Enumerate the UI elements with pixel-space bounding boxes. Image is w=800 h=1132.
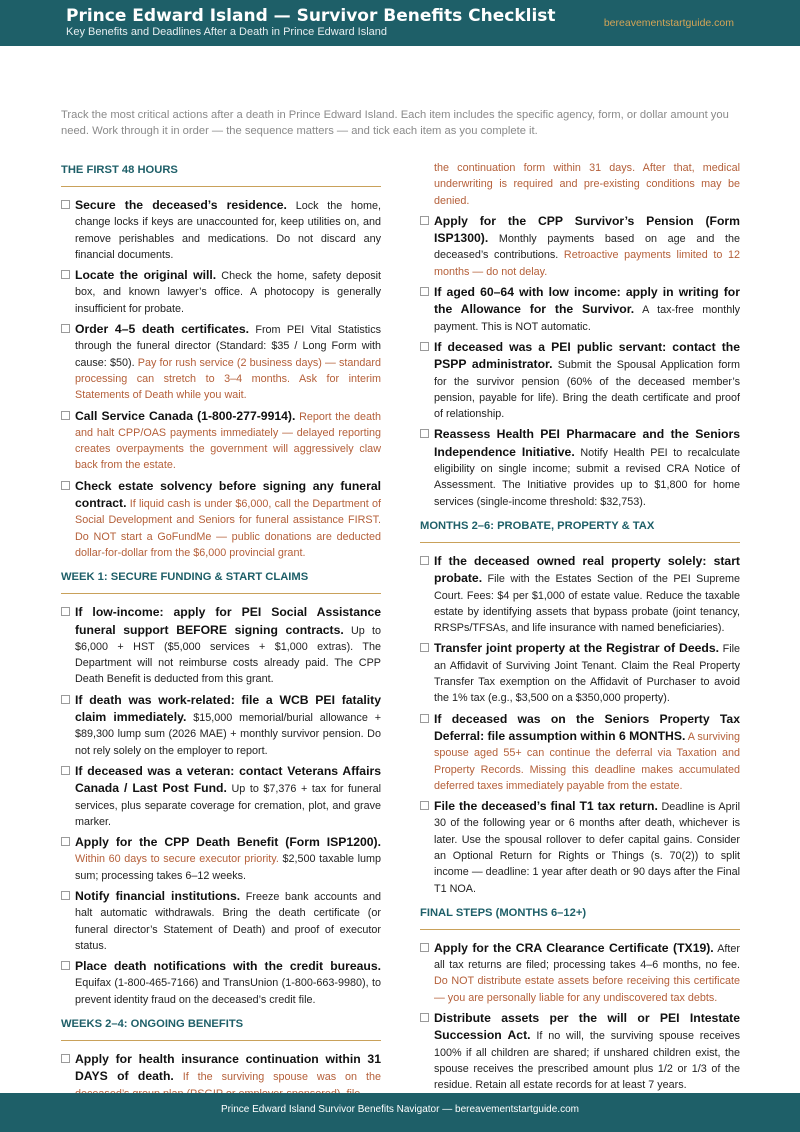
item-heading: Transfer joint property at the Registrar of Deeds. <box>434 641 720 656</box>
checklist-item <box>61 888 381 954</box>
item-heading: If low-income: apply for PEI Social Assistance funeral support BEFORE signing contracts. <box>75 605 381 637</box>
checkbox[interactable] <box>61 411 70 420</box>
item-heading: If death was work-related: file a WCB PEI fatality claim immediately. <box>75 692 381 725</box>
checkbox[interactable] <box>61 324 70 333</box>
item-warning: Pay for rush service (2 business days) — standard processing can stretch to 3–4 months. Ask for interim Statements of Death while you wait. <box>75 356 382 402</box>
checkbox[interactable] <box>420 714 429 723</box>
section-title: WEEK 1: SECURE FUNDING & START CLAIMS <box>61 571 381 594</box>
checklist-item <box>61 692 381 759</box>
checklist-item <box>61 321 381 403</box>
item-body: Up to $6,000 + HST ($5,000 services + $1,000 extras). The Department will not reimburse costs already paid. The CPP Death Benefit is deducted from this grant. <box>75 624 382 686</box>
page-footer <box>0 1093 800 1132</box>
section-title: MONTHS 2–6: PROBATE, PROPERTY & TAX <box>420 520 740 543</box>
item-warning: If liquid cash is under $6,000, call the Department of Social Development and Seniors for funeral assistance FIRST. Do NOT start a GoFundMe — public donations are deducted dollar-for-dollar from the $6,000 provincial grant. <box>75 498 381 559</box>
checkbox[interactable] <box>420 287 429 296</box>
checkbox[interactable] <box>420 1013 429 1022</box>
item-body: Lock the home, change locks if keys are unaccounted for, keep utilities on, and remove perishables and medications. Do not discard any financial documents. <box>75 200 382 261</box>
checkbox[interactable] <box>420 801 429 810</box>
item-heading: Order 4–5 death certificates. <box>75 322 249 337</box>
checkbox[interactable] <box>61 695 70 704</box>
item-body: From PEI Vital Statistics through the funeral director (Standard: $35 / Long Form with cause: $50). <box>75 324 381 369</box>
item-heading: Apply for the CPP Survivor’s Pension (Form ISP1300). <box>434 213 740 246</box>
item-body: Monthly payments based on age and the deceased’s contributions. <box>434 233 741 262</box>
item-body: $15,000 memorial/burial allowance + $89,300 lump sum (2026 MAE) + monthly survivor pension. Do not rely solely on the employer to report. <box>75 712 382 757</box>
checklist-item <box>420 798 740 897</box>
item-heading: Apply for the CRA Clearance Certificate (TX19). <box>434 940 714 955</box>
checklist-item <box>420 711 740 794</box>
checkbox[interactable] <box>61 200 70 209</box>
checklist-item <box>420 940 740 1006</box>
item-body: Submit the Spousal Application form for the survivor pension (60% of the deceased member’s pension, payable for life). Bring the death certificate and proof of relationship. <box>434 359 741 421</box>
item-heading: File the deceased’s final T1 tax return. <box>434 799 658 814</box>
item-body: Deadline is April 30 of the following year or 6 months after death, whichever is later. Use the spousal rollover to defer capital gains. Consider an Optional Return for Rights or Things (s. 70(2)) to split income — deadline: 1 year after death or 90 days after the Final T1 NOA. <box>434 801 741 895</box>
continued-text: the continuation form within 31 days. After that, medical underwriting is required and pre-existing conditions may be denied. <box>434 162 740 207</box>
item-heading: Reassess Health PEI Pharmacare and the Seniors Independence Initiative. <box>434 427 740 459</box>
item-body: If no will, the surviving spouse receives 100% if all children are shared; if unshared children exist, the spouse receives the prescribed amount plus 1/2 or 1/3 of the residue. Retain all estate records for at least 7 years. <box>434 1030 740 1092</box>
item-body: Up to $7,376 + tax for funeral services, plus separate coverage for cremation, plot, and grave marker. <box>75 783 382 828</box>
checklist-item <box>420 553 740 636</box>
checklist-item <box>61 834 381 884</box>
item-heading: Secure the deceased’s residence. <box>75 198 287 212</box>
item-warning: A surviving spouse aged 55+ can continue the deferral via Taxation and Property Records. Missing this deadline makes accumulated deferred taxes immediately payable from the estate. <box>434 730 741 792</box>
checkbox[interactable] <box>61 481 70 490</box>
item-warning: Report the death and halt CPP/OAS payments immediately — delayed reporting creates overpayments the government will aggressively claw back from the estate. <box>75 410 381 472</box>
item-heading: If the deceased owned real property solely: start probate. <box>434 553 740 586</box>
checklist-item <box>420 339 740 422</box>
checklist-item <box>420 426 740 509</box>
checkbox[interactable] <box>420 216 429 225</box>
checkbox[interactable] <box>420 943 429 952</box>
section-title: FINAL STEPS (MONTHS 6–12+) <box>420 907 740 930</box>
item-body: Freeze bank accounts and halt automatic withdrawals. Bring the death certificate (or funeral director’s Statement of Death) and proof of executor status. <box>75 890 382 952</box>
checkbox[interactable] <box>61 766 70 775</box>
item-body: Check the home, safety deposit box, and known lawyer’s office. A photocopy is generally insufficient for probate. <box>75 270 381 315</box>
item-body: Notify Health PEI to recalculate eligibility on single income; submit a revised CRA Notice of Assessment. The Initiative provides up to $1,800 for home services (single-income threshold: $32,753). <box>434 446 741 508</box>
item-heading: Call Service Canada (1-800-277-9914). <box>75 408 296 423</box>
item-body: A tax-free monthly payment. This is NOT automatic. <box>434 304 740 333</box>
checklist-item <box>61 197 381 263</box>
footer-text: Prince Edward Island Survivor Benefits Navigator — bereavementstartguide.com <box>221 1104 579 1115</box>
item-body: After all tax returns are filed; processing takes 4–6 months, no fee. <box>434 942 741 972</box>
right-column <box>420 160 740 1098</box>
checkbox[interactable] <box>61 270 70 279</box>
checkbox[interactable] <box>61 607 70 616</box>
item-warning: If the surviving spouse was on the <box>182 1071 381 1084</box>
item-heading: Distribute assets per the will or PEI Intestate Succession Act. <box>434 1011 740 1043</box>
checklist-item <box>420 213 740 280</box>
checklist-item <box>61 408 381 474</box>
checklist-item <box>61 478 381 561</box>
intro-text: Track the most critical actions after a death in Prince Edward Island. Each item includes the specific agency, form, or dollar amount you need. Work through it in order — the sequence matters — and tick each item as you complete it. <box>61 109 729 137</box>
checklist-item <box>61 604 381 687</box>
item-heading: Locate the original will. <box>75 268 217 283</box>
checklist-item <box>61 267 381 317</box>
item-body: File an Affidavit of Surviving Joint Tenant. Claim the Real Property Transfer Tax exemption on the Affidavit of Purchaser to avoid the 1% tax (e.g., $3,500 on a $350,000 property). <box>434 643 740 705</box>
checkbox[interactable] <box>420 556 429 565</box>
item-heading: Check estate solvency before signing any funeral contract. <box>75 478 381 511</box>
checkbox[interactable] <box>420 342 429 351</box>
item-warning: Within 60 days to secure executor priority. <box>75 853 279 866</box>
checkbox[interactable] <box>61 837 70 846</box>
item-heading: If deceased was a veteran: contact Veterans Affairs Canada / Last Post Fund. <box>75 763 381 796</box>
checklist-item <box>61 763 381 830</box>
checkbox[interactable] <box>420 643 429 652</box>
item-heading: If deceased was on the Seniors Property Tax Deferral: file assumption within 6 MONTHS. <box>434 711 740 743</box>
item-body: File with the Estates Section of the PEI Supreme Court. Fees: $4 per $1,000 of estate value. Reduce the taxable estate by identifying assets that bypass probate (joint tenancy, RRSPs/TFSAs, and life insurance with named beneficiaries). <box>434 573 740 635</box>
page-header <box>0 0 800 46</box>
page-subtitle: Key Benefits and Deadlines After a Death in Prince Edward Island <box>66 26 388 38</box>
item-heading: Apply for health insurance continuation within 31 DAYS of death. <box>75 1052 381 1084</box>
section-title: WEEKS 2–4: ONGOING BENEFITS <box>61 1018 381 1041</box>
section-title: THE FIRST 48 HOURS <box>61 164 381 187</box>
checklist-item <box>61 958 381 1008</box>
checklist-item <box>420 1010 740 1093</box>
item-heading: If aged 60–64 with low income: apply in writing for the Allowance for the Survivor. <box>434 285 740 317</box>
item-body: $2,500 taxable lump sum; processing takes 6–12 weeks. <box>75 853 381 882</box>
checkbox[interactable] <box>61 891 70 900</box>
item-warning: Retroactive payments limited to 12 months — do not delay. <box>434 249 740 278</box>
item-heading: Place death notifications with the credit bureaus. <box>75 959 381 974</box>
item-body: Equifax (1-800-465-7166) and TransUnion (1-800-663-9980), to prevent identity fraud on the deceased’s credit file. <box>75 977 381 1006</box>
checklist-item <box>420 284 740 335</box>
checklist-item <box>420 640 740 706</box>
page-title: Prince Edward Island — Survivor Benefits Checklist <box>66 6 556 26</box>
header-site-link[interactable]: bereavementstartguide.com <box>603 17 734 29</box>
item-heading: Notify financial institutions. <box>75 888 241 903</box>
item-heading: Apply for the CPP Death Benefit (Form ISP1200). <box>75 835 381 850</box>
left-column <box>61 160 381 1106</box>
checkbox[interactable] <box>420 429 429 438</box>
checkbox[interactable] <box>61 961 70 970</box>
item-heading: If deceased was a PEI public servant: contact the PSPP administrator. <box>434 339 740 372</box>
checkbox[interactable] <box>61 1054 70 1063</box>
item-warning: Do NOT distribute estate assets before receiving this certificate — you are personally liable for any undiscovered tax debts. <box>434 975 740 1004</box>
